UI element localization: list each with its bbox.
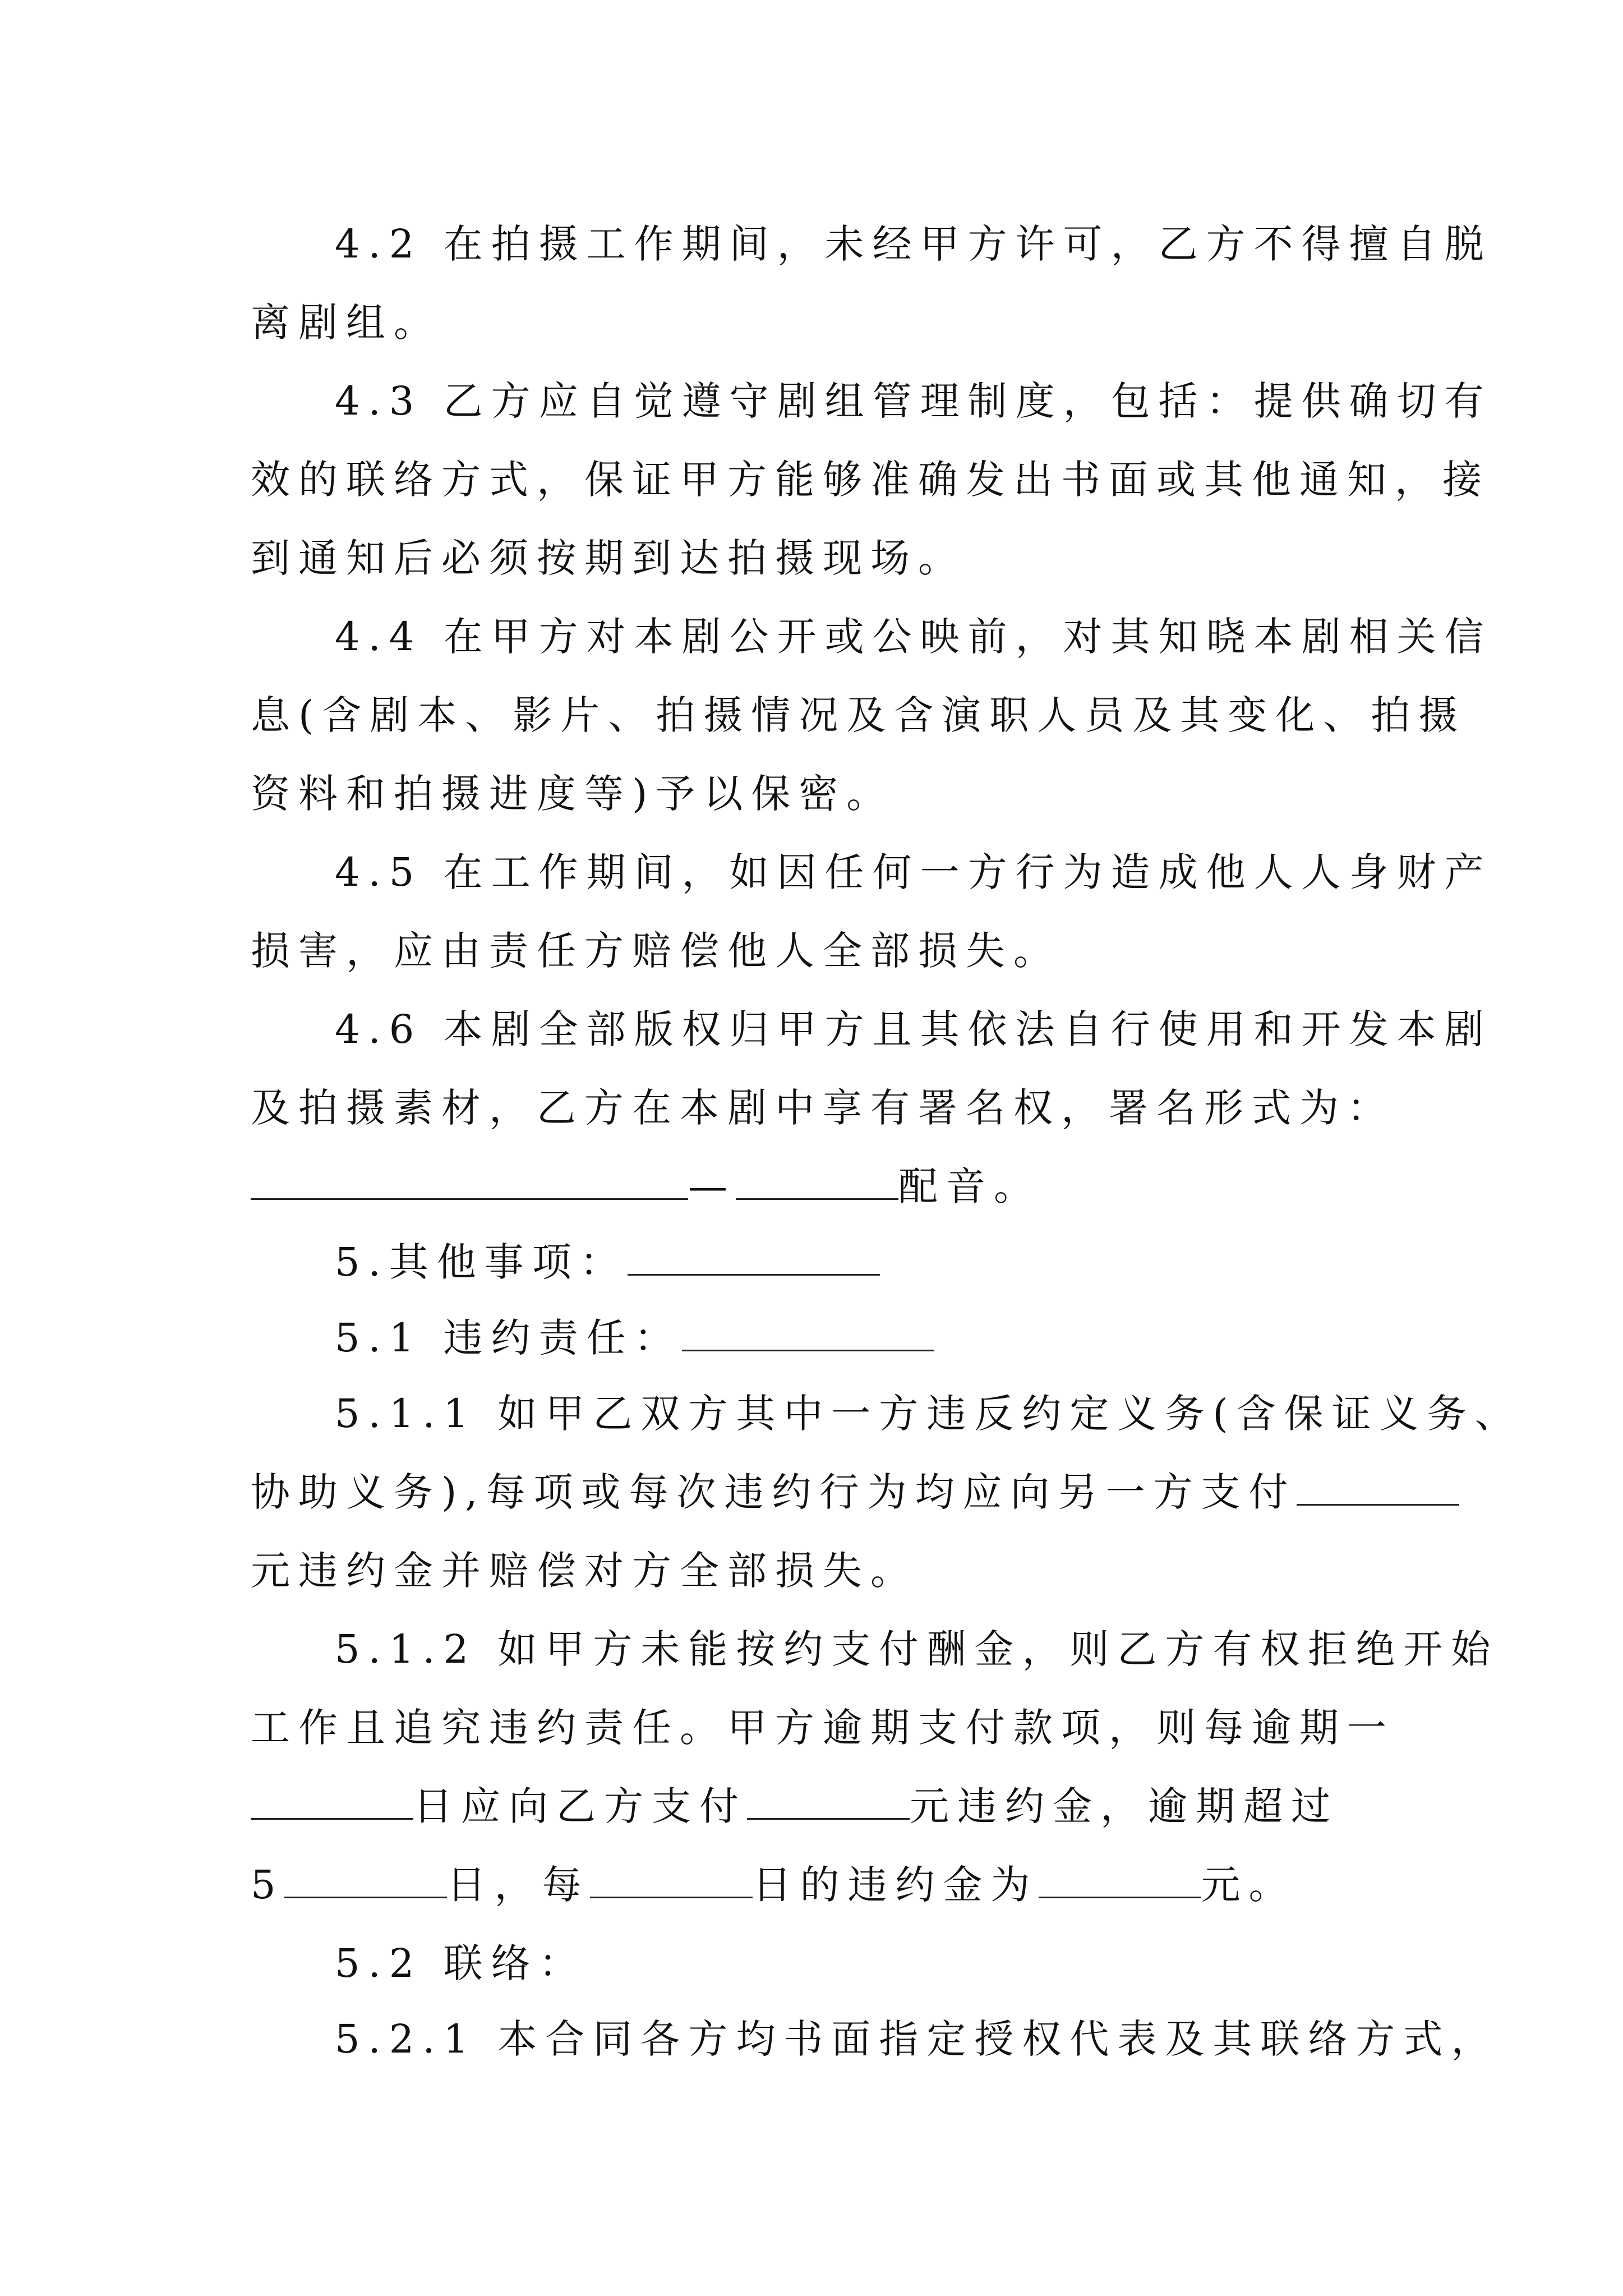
signature-blank-1[interactable] <box>251 1159 688 1200</box>
clause-5-line <box>335 1234 880 1290</box>
clause-4-5-line-2: 损害，应由责任方赔偿他人全部损失。 <box>251 928 1061 974</box>
signature-suffix: 配音。 <box>898 1163 1041 1209</box>
clause-5-1-2-line-3-a: 日应向乙方支付 <box>413 1783 747 1829</box>
clause-5-2-1-line-1: 5.2.1 本合同各方均书面指定授权代表及其联络方式， <box>335 2016 1499 2062</box>
clause-5-1-2-line-4-a: 5 <box>251 1862 284 1908</box>
breach-liability-blank[interactable] <box>682 1310 934 1351</box>
clause-5-1-line <box>335 1310 934 1366</box>
clause-4-3-line-2: 效的联络方式，保证甲方能够准确发出书面或其他通知，接 <box>251 457 1490 503</box>
clause-4-6-line-2: 及拍摄素材，乙方在本剧中享有署名权，署名形式为： <box>251 1085 1395 1131</box>
clause-5-1-2-line-4-c: 日的违约金为 <box>752 1862 1039 1908</box>
clause-4-4-line-2: 息(含剧本、影片、拍摄情况及含演职人员及其变化、拍摄 <box>251 692 1467 738</box>
overdue-limit-blank[interactable] <box>284 1857 447 1898</box>
clause-4-6-line-3 <box>251 1158 1041 1214</box>
clause-4-2-line-1: 4.2 在拍摄工作期间，未经甲方许可，乙方不得擅自脱 <box>335 221 1492 267</box>
clause-5-1-1-line-2-text: 协助义务),每项或每次违约行为均应向另一方支付 <box>251 1469 1297 1515</box>
clause-5-1-2-line-4 <box>251 1857 1297 1913</box>
signature-blank-2[interactable] <box>736 1159 898 1200</box>
clause-5-1-2-line-2: 工作且追究违约责任。甲方逾期支付款项，则每逾期一 <box>251 1705 1395 1751</box>
penalty-amount-blank[interactable] <box>1297 1465 1459 1506</box>
clause-4-3-line-3: 到通知后必须按期到达拍摄现场。 <box>251 535 966 581</box>
clause-4-3-line-1: 4.3 乙方应自觉遵守剧组管理制度，包括：提供确切有 <box>335 378 1492 424</box>
overdue-days-blank[interactable] <box>251 1779 413 1820</box>
clause-4-6-line-1: 4.6 本剧全部版权归甲方且其依法自行使用和开发本剧 <box>335 1006 1492 1052</box>
clause-5-2-line: 5.2 联络： <box>335 1940 587 1986</box>
period-penalty-blank[interactable] <box>1039 1857 1201 1898</box>
clause-5-1-label: 5.1 违约责任： <box>335 1315 682 1361</box>
clause-4-4-line-1: 4.4 在甲方对本剧公开或公映前，对其知晓本剧相关信 <box>335 614 1492 660</box>
clause-4-5-line-1: 4.5 在工作期间，如因任何一方行为造成他人人身财产 <box>335 849 1492 895</box>
daily-penalty-blank[interactable] <box>747 1779 910 1820</box>
clause-4-4-line-3: 资料和拍摄进度等)予以保密。 <box>251 771 895 817</box>
other-matters-blank[interactable] <box>628 1235 880 1276</box>
clause-5-1-2-line-4-b: 日，每 <box>446 1862 590 1908</box>
clause-5-1-2-line-1: 5.1.2 如甲方未能按约支付酬金，则乙方有权拒绝开始 <box>335 1626 1499 1672</box>
period-days-blank[interactable] <box>590 1857 753 1898</box>
clause-5-1-2-line-4-d: 元。 <box>1201 1862 1297 1908</box>
clause-4-2-line-2: 离剧组。 <box>251 300 441 346</box>
clause-5-1-2-line-3 <box>251 1778 1339 1834</box>
clause-5-1-2-line-3-b: 元违约金，逾期超过 <box>910 1783 1339 1829</box>
clause-5-label: 5.其他事项： <box>335 1239 628 1285</box>
clause-5-1-1-line-1: 5.1.1 如甲乙双方其中一方违反约定义务(含保证义务、 <box>335 1391 1523 1437</box>
clause-5-1-1-line-2 <box>251 1464 1459 1520</box>
signature-dash: — <box>688 1163 736 1209</box>
clause-5-1-1-line-3: 元违约金并赔偿对方全部损失。 <box>251 1548 918 1594</box>
